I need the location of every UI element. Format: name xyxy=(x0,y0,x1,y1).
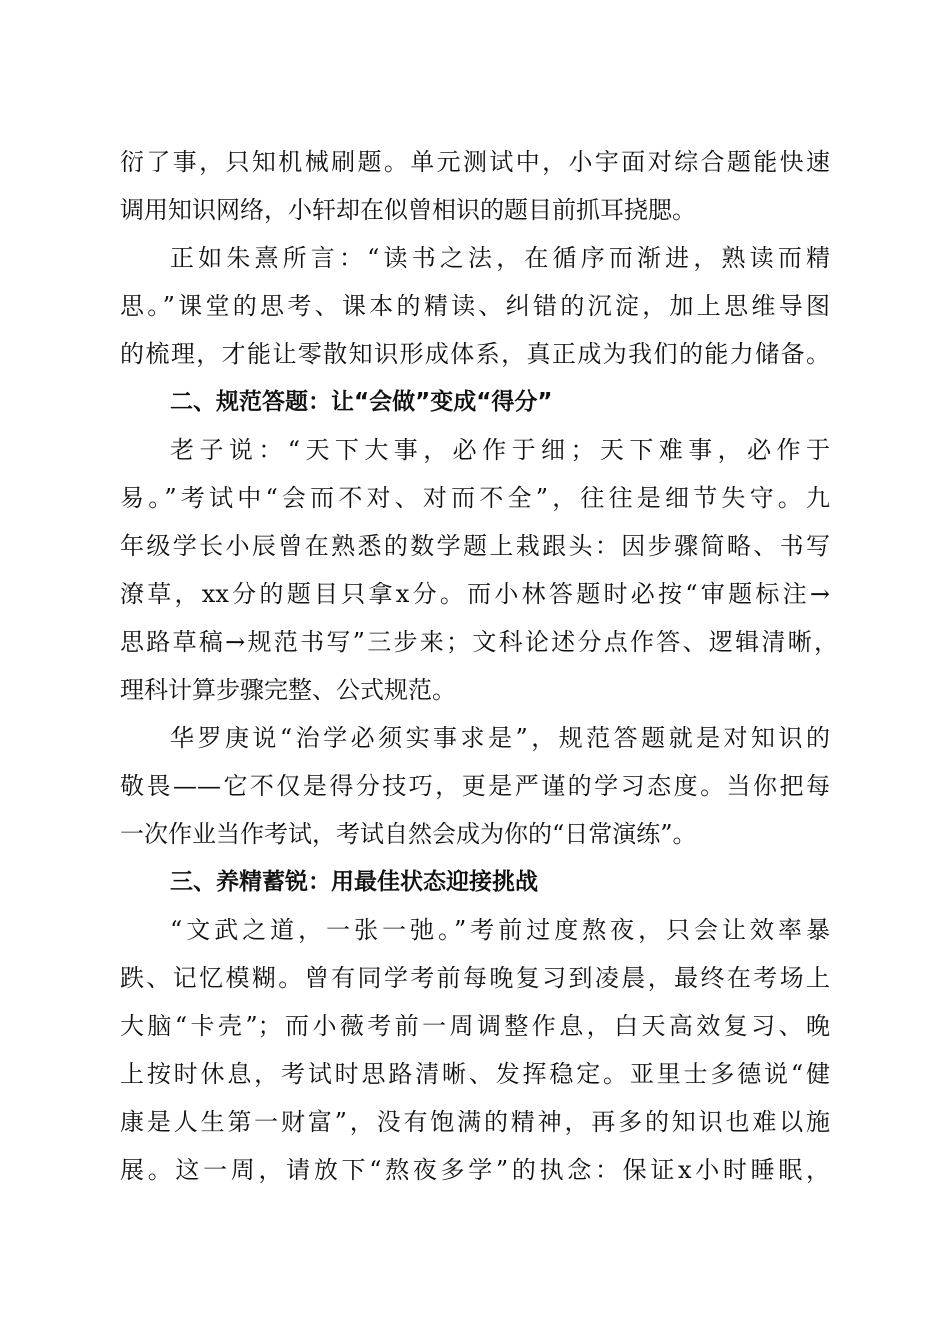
text-line: 潦草，xx分的题目只拿x分。而小林答题时必按“审题标注→ xyxy=(120,580,830,608)
text-line: 的梳理，才能让零散知识形成体系，真正成为我们的能力储备。 xyxy=(120,340,830,368)
text-line: 敬畏——它不仅是得分技巧，更是严谨的学习态度。当你把每 xyxy=(120,772,830,800)
text-line: 年级学长小辰曾在熟悉的数学题上栽跟头：因步骤简略、书写 xyxy=(120,532,830,560)
text-line: 理科计算步骤完整、公式规范。 xyxy=(120,676,456,704)
text-line: 调用知识网络，小轩却在似曾相识的题目前抓耳挠腮。 xyxy=(120,196,696,224)
text-line: 衍了事，只知机械刷题。单元测试中，小宇面对综合题能快速 xyxy=(120,148,830,176)
text-line: 思。”课堂的思考、课本的精读、纠错的沉淀，加上思维导图 xyxy=(120,292,830,320)
text-line: 老子说：“天下大事，必作于细；天下难事，必作于 xyxy=(170,436,830,464)
text-line: “文武之道，一张一弛。”考前过度熬夜，只会让效率暴 xyxy=(170,916,830,944)
text-line: 易。”考试中“会而不对、对而不全”，往往是细节失守。九 xyxy=(120,484,830,512)
section-heading: 三、养精蓄锐：用最佳状态迎接挑战 xyxy=(170,869,538,895)
text-line: 思路草稿→规范书写”三步来；文科论述分点作答、逻辑清晰， xyxy=(120,628,838,656)
text-line: 展。这一周，请放下“熬夜多学”的执念：保证x小时睡眠， xyxy=(120,1156,830,1184)
text-line: 华罗庚说“治学必须实事求是”，规范答题就是对知识的 xyxy=(170,724,830,752)
text-line: 上按时休息，考试时思路清晰、发挥稳定。亚里士多德说“健 xyxy=(120,1060,830,1088)
text-line: 康是人生第一财富”，没有饱满的精神，再多的知识也难以施 xyxy=(120,1108,830,1136)
text-line: 一次作业当作考试，考试自然会成为你的“日常演练”。 xyxy=(120,820,697,848)
text-line: 大脑“卡壳”；而小薇考前一周调整作息，白天高效复习、晚 xyxy=(120,1012,830,1040)
section-heading: 二、规范答题：让“会做”变成“得分” xyxy=(170,389,553,415)
text-line: 正如朱熹所言：“读书之法，在循序而渐进，熟读而精 xyxy=(170,244,830,272)
text-line: 跌、记忆模糊。曾有同学考前每晚复习到凌晨，最终在考场上 xyxy=(120,964,830,992)
